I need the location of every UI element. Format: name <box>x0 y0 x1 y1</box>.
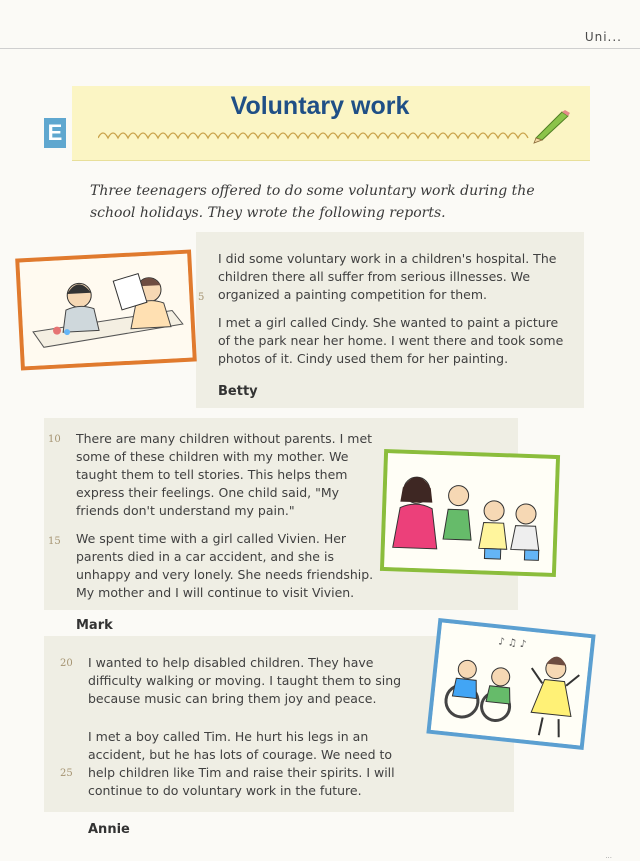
illustration-hospital-painting <box>15 249 197 370</box>
line-number: 15 <box>48 536 61 547</box>
page-title: Voluntary work <box>230 92 410 120</box>
painting-children-icon <box>19 254 192 367</box>
top-rule <box>0 48 640 49</box>
annie-paragraph-2: I met a boy called Tim. He hurt his legs in an accident, but he has lots of courage. We need to help children like Tim and raise their spirits. I will continue to do voluntary work in the future. <box>88 729 395 798</box>
betty-paragraph-2: I met a girl called Cindy. She wanted to paint a picture of the park near her home. I went there and took some photos of it. Cindy used them for her painting. <box>218 315 564 366</box>
music-wheelchair-icon <box>431 622 591 745</box>
storytelling-icon <box>384 453 556 573</box>
betty-paragraph-1: I did some voluntary work in a children's hospital. The children there all suffer from serious illnesses. We organized a painting competition for them. <box>218 251 557 302</box>
swirl-decoration-icon <box>98 128 538 144</box>
music-notes-text: ♪ ♫ ♪ <box>497 636 527 651</box>
author-annie: Annie <box>88 822 130 837</box>
footer-caption: ... <box>605 852 612 860</box>
line-number: 25 <box>60 768 73 779</box>
mark-paragraph-2: We spent time with a girl called Vivien. Her parents died in a car accident, and she is unhappy and very lonely. She needs friendship. My mother and I will continue to visit Vivien. <box>76 531 374 600</box>
pencil-icon <box>532 110 572 144</box>
unit-tag: Uni... <box>584 30 622 44</box>
author-mark: Mark <box>76 618 113 633</box>
author-betty: Betty <box>218 384 258 399</box>
illustration-music <box>426 618 595 750</box>
line-number: 5 <box>198 292 205 303</box>
line-number: 20 <box>60 658 73 669</box>
annie-paragraph-1: I wanted to help disabled children. They have difficulty walking or moving. I taught them to sing because music can bring them joy and peace. <box>88 655 402 706</box>
line-number: 10 <box>48 434 61 445</box>
intro-text: Three teenagers offered to do some voluntary work during the school holidays. They wrote the following reports. <box>90 183 535 221</box>
section-marker: E <box>44 118 66 148</box>
illustration-storytelling <box>380 449 560 577</box>
mark-paragraph-1: There are many children without parents. I met some of these children with my mother. We taught them to tell stories. This helps them express their feelings. One child said, "My friends don't understand my pain." <box>76 431 373 518</box>
